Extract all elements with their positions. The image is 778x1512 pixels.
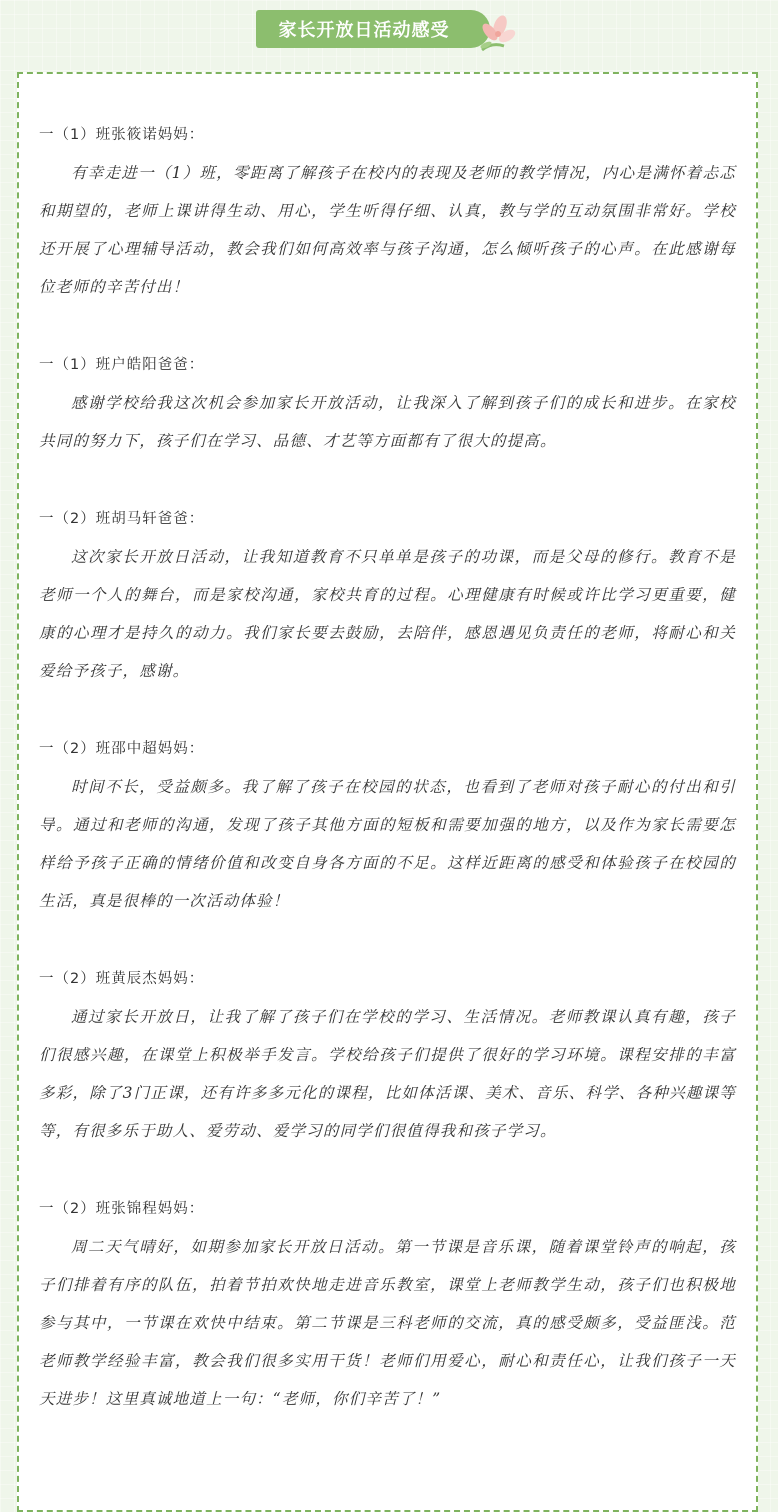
title-banner bbox=[256, 10, 518, 50]
entry-author: 一（1）班张筱诺妈妈： bbox=[39, 127, 205, 143]
page-title: 家长开放日活动感受 bbox=[278, 20, 450, 41]
entry-text: 有幸走进一（1）班，零距离了解孩子在校内的表现及老师的教学情况，内心是满怀着忐忑和期望的，老师上课讲得生动、用心，学生听得仔细、认真，教与学的互动氛围非常好。学校还开展了心理辅导活动，教会我们如何高效率与孩子沟通，怎么倾听孩子的心声。在此感谢每位老师的辛苦付出！ bbox=[39, 164, 736, 296]
entry-author: 一（2）班黄辰杰妈妈： bbox=[39, 971, 205, 987]
entry bbox=[39, 346, 736, 460]
entry-text: 这次家长开放日活动，让我知道教育不只单单是孩子的功课，而是父母的修行。教育不是老师一个人的舞台，而是家校沟通，家校共育的过程。心理健康有时候或许比学习更重要，健康的心理才是持久的动力。我们家长要去鼓励，去陪伴，感恩遇见负责任的老师，将耐心和关爱给予孩子，感谢。 bbox=[39, 548, 736, 680]
entries-list bbox=[19, 74, 756, 1418]
entry-text: 时间不长，受益颇多。我了解了孩子在校园的状态，也看到了老师对孩子耐心的付出和引导。通过和老师的沟通，发现了孩子其他方面的短板和需要加强的地方，以及作为家长需要怎样给予孩子正确的情绪价值和改变自身各方面的不足。这样近距离的感受和体验孩子在校园的生活，真是很棒的一次活动体验！ bbox=[39, 778, 736, 910]
entry-author: 一（2）班邵中超妈妈： bbox=[39, 741, 205, 757]
entry bbox=[39, 730, 736, 920]
entry-text: 周二天气晴好，如期参加家长开放日活动。第一节课是音乐课，随着课堂铃声的响起，孩子们排着有序的队伍，拍着节拍欢快地走进音乐教室，课堂上老师教学生动，孩子们也积极地参与其中，一节课在欢快中结束。第二节课是三科老师的交流，真的感受颇多，受益匪浅。范老师教学经验丰富，教会我们很多实用干货！老师们用爱心，耐心和责任心，让我们孩子一天天进步！这里真诚地道上一句：“老师，你们辛苦了！” bbox=[39, 1238, 736, 1408]
entry-author: 一（1）班户皓阳爸爸： bbox=[39, 357, 205, 373]
entry bbox=[39, 960, 736, 1150]
flower-icon bbox=[474, 12, 518, 52]
entry-text: 通过家长开放日，让我了解了孩子们在学校的学习、生活情况。老师教课认真有趣，孩子们很感兴趣，在课堂上积极举手发言。学校给孩子们提供了很好的学习环境。课程安排的丰富多彩，除了3门正课，还有许多多元化的课程，比如体活课、美术、音乐、科学、各种兴趣课等等，有很多乐于助人、爱劳动、爱学习的同学们很值得我和孩子学习。 bbox=[39, 1008, 736, 1140]
entry-author: 一（2）班胡马轩爸爸： bbox=[39, 511, 205, 527]
entry-author: 一（2）班张锦程妈妈： bbox=[39, 1201, 205, 1217]
entry bbox=[39, 116, 736, 306]
entry-text: 感谢学校给我这次机会参加家长开放活动，让我深入了解到孩子们的成长和进步。在家校共同的努力下，孩子们在学习、品德、才艺等方面都有了很大的提高。 bbox=[39, 394, 736, 450]
title-badge bbox=[256, 10, 490, 48]
entry bbox=[39, 500, 736, 690]
entry bbox=[39, 1190, 736, 1418]
content-card bbox=[17, 72, 758, 1512]
